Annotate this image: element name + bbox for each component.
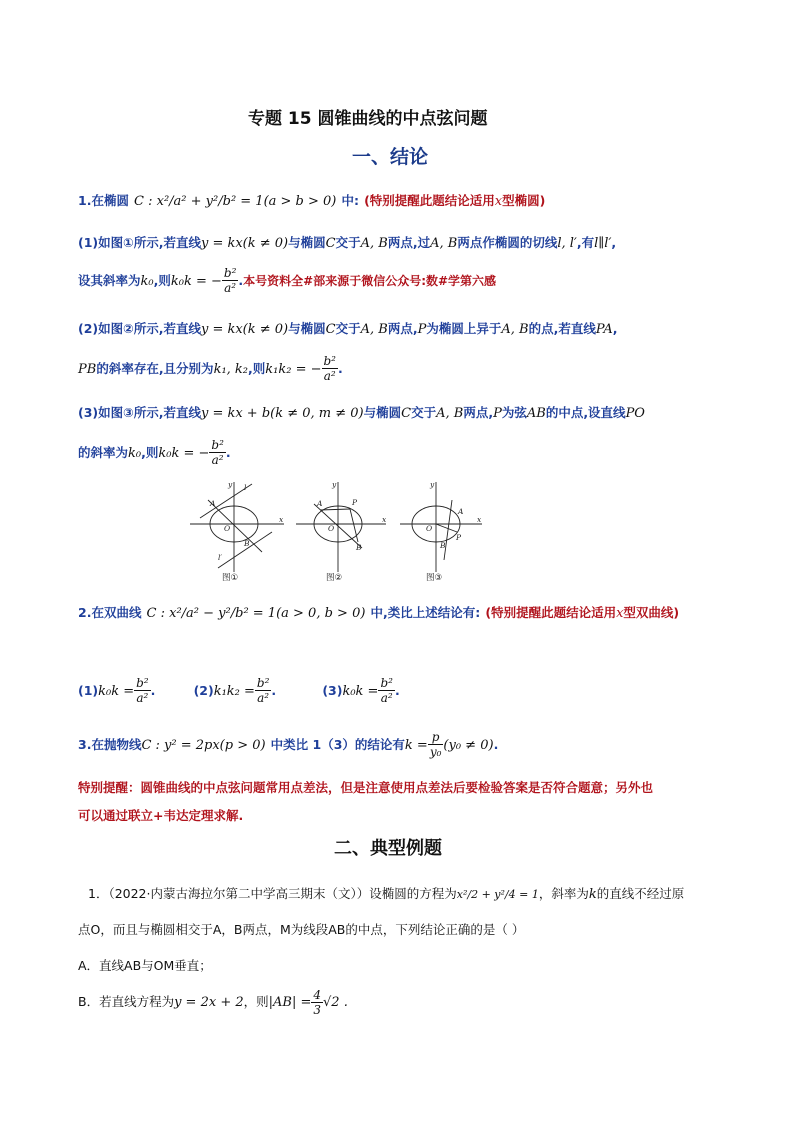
fig2-y: y	[332, 480, 337, 489]
math: A, B	[360, 322, 388, 337]
caption-fig-3: 图③	[426, 573, 443, 583]
item-1-3-line	[78, 402, 645, 421]
fig1-A: A	[210, 499, 216, 508]
text: 交于	[335, 321, 361, 336]
fraction: $\frac{\text{b²}}{\text{a²}}$	[223, 266, 237, 295]
math: x	[616, 606, 624, 621]
item-1-note-end: 型椭圆)	[502, 193, 546, 208]
fig1-x: x	[279, 515, 284, 524]
text: 2.在双曲线	[78, 605, 142, 620]
fig3-x: x	[477, 515, 482, 524]
text: 型双曲线)	[623, 605, 680, 620]
fig3-B: B	[440, 541, 446, 550]
math: k₁k₂ =	[213, 684, 255, 699]
ellipse-equation: C : x²/a² + y²/b² = 1(a > b > 0)	[134, 194, 337, 209]
math: PO	[625, 406, 645, 421]
item-1-1b-line	[78, 266, 496, 295]
text: (3)如图③所示,若直线	[78, 405, 201, 420]
math: k₀k = −	[170, 274, 222, 289]
text: 的中点,设直线	[545, 405, 626, 420]
text: 两点作椭圆的切线	[457, 235, 558, 250]
warning-line-2: 可以通过联立+韦达定理求解.	[78, 808, 244, 823]
text: ,有	[576, 235, 595, 250]
text: 与椭圆	[288, 321, 326, 336]
item-1-note: (特别提醒此题结论适用	[364, 193, 495, 208]
math: C	[325, 236, 336, 251]
fraction: $\frac{4}{3}$	[313, 988, 322, 1017]
text: 的斜率为	[78, 445, 129, 460]
math: k₁, k₂	[213, 362, 249, 377]
text: 两点,	[387, 321, 418, 336]
section-heading-conclusion: 一、结论	[352, 146, 429, 168]
math: AB	[526, 406, 546, 421]
fig2-A: A	[317, 499, 323, 508]
fig2-B: B	[356, 543, 362, 552]
math: A, B	[436, 406, 464, 421]
math: PB	[78, 362, 97, 377]
ellipse-figures	[186, 478, 486, 584]
text: 为椭圆上异于	[426, 321, 502, 336]
math: A, B	[430, 236, 458, 251]
item-1-note-x: x	[494, 194, 503, 209]
fig1-y: y	[228, 480, 233, 489]
source-note: 本号资料全#部来源于微信公众号:数#学第六感	[243, 274, 497, 288]
warning-line-1: 特别提醒：圆锥曲线的中点弦问题常用点差法，但是注意使用点差法后要检验答案是否符合题意；另外也	[78, 780, 654, 795]
text: 中,类比上述结论有:	[370, 605, 481, 620]
fig1-lp: l′	[218, 553, 223, 562]
text: .	[238, 273, 244, 288]
text: 的点,若直线	[528, 321, 596, 336]
text: 1．（2022·内蒙古海拉尔第二中学高三期末（文））设椭圆的方程为	[88, 886, 457, 901]
text: 的斜率存在,且分别为	[96, 361, 214, 376]
option-a: A．直线AB与OM垂直；	[78, 958, 212, 973]
text: 为弦	[501, 405, 527, 420]
item-1-3b-line	[78, 438, 231, 467]
figure-3	[400, 482, 482, 572]
math: PA	[595, 322, 613, 337]
math: l∥l′	[594, 236, 612, 251]
option-b	[78, 988, 348, 1017]
math: k =	[404, 738, 428, 753]
fig1-B: B	[244, 539, 250, 548]
fig2-x: x	[382, 515, 387, 524]
math: A, B	[360, 236, 388, 251]
math: P	[417, 322, 427, 337]
text: B．若直线方程为	[78, 994, 175, 1009]
example-1-line-2: 点O，而且与椭圆相交于A，B两点，M为线段AB的中点，下列结论正确的是（ ）	[78, 922, 525, 937]
text: (2)如图②所示,若直线	[78, 321, 201, 336]
math: y = kx + b(k ≠ 0, m ≠ 0)	[200, 406, 364, 421]
text: .	[338, 361, 343, 376]
section-heading-examples: 二、典型例题	[334, 838, 442, 859]
text: (3)	[322, 683, 343, 698]
text: 两点,过	[387, 235, 431, 250]
text: .	[493, 737, 499, 752]
text: (特别提醒此题结论适用	[485, 605, 617, 620]
math: √2 .	[323, 995, 348, 1010]
example-1-line-1	[88, 884, 684, 902]
math: k₁k₂ = −	[265, 362, 322, 377]
page-title: 专题 15 圆锥曲线的中点弦问题	[248, 109, 488, 129]
math: k₀k =	[342, 684, 379, 699]
fig3-A: A	[458, 507, 464, 516]
fig2-O: O	[328, 524, 335, 533]
text: ,	[612, 321, 618, 336]
math: C	[401, 406, 412, 421]
item-2-results	[78, 676, 400, 705]
parabola-equation: C : y² = 2px(p > 0)	[141, 738, 266, 753]
text: (2)	[193, 683, 214, 698]
fig3-P: P	[456, 533, 462, 542]
math: (y₀ ≠ 0)	[443, 738, 494, 753]
item-1-line	[78, 190, 545, 209]
fig2-P: P	[352, 498, 358, 507]
text: (1)如图①所示,若直线	[78, 235, 201, 250]
fig3-y: y	[430, 480, 435, 489]
text: .	[394, 683, 400, 698]
text: ,	[611, 235, 617, 250]
math: y = 2x + 2	[174, 995, 244, 1010]
fraction: $\frac{\text{b²}}{\text{a²}}$	[380, 676, 393, 705]
text: 的直线不经过原	[596, 886, 685, 901]
hyperbola-equation: C : x²/a² − y²/b² = 1(a > 0, b > 0)	[146, 606, 366, 621]
fraction: $\frac{\text{b²}}{\text{a²}}$	[136, 676, 149, 705]
text: ，斜率为	[538, 886, 589, 901]
math: k₀k =	[98, 684, 135, 699]
text: (1)	[78, 683, 99, 698]
fraction: $\frac{\text{b²}}{\text{a²}}$	[211, 438, 224, 467]
item-1-2b-line	[78, 354, 343, 383]
text: .	[150, 683, 156, 698]
text: ,则	[153, 273, 171, 288]
item-3-line	[78, 730, 498, 759]
text: 中类比 1（3）的结论有	[270, 737, 405, 752]
fig1-O: O	[224, 524, 231, 533]
math: l, l′	[557, 236, 577, 251]
item-1-lead: 1.在椭圆	[78, 193, 129, 208]
fig1-l: l	[244, 483, 247, 492]
item-1-mid: 中:	[341, 193, 359, 208]
caption-fig-2: 图②	[326, 573, 343, 583]
fraction: $\frac{p}{\text{y₀}}$	[429, 730, 442, 759]
text: 两点,	[463, 405, 494, 420]
text: ,则	[248, 361, 266, 376]
text: .	[271, 683, 277, 698]
item-1-2-line	[78, 318, 618, 337]
math: y = kx(k ≠ 0)	[200, 322, 289, 337]
item-1-1-line	[78, 232, 616, 251]
figure-1	[190, 482, 284, 572]
fraction: $\frac{\text{b²}}{\text{a²}}$	[256, 676, 270, 705]
text: 设其斜率为	[78, 273, 141, 288]
math: P	[493, 406, 502, 421]
math: C	[325, 322, 336, 337]
text: .	[225, 445, 231, 460]
text: 3.在抛物线	[78, 737, 142, 752]
caption-fig-1: 图①	[222, 573, 239, 583]
fig3-O: O	[426, 524, 433, 533]
figure-2	[296, 482, 386, 572]
text: ,则	[141, 445, 159, 460]
math: k	[588, 887, 597, 902]
item-2-line	[78, 602, 679, 621]
text: 与椭圆	[288, 235, 326, 250]
math: A, B	[501, 322, 529, 337]
text: 交于	[335, 235, 361, 250]
math: k₀k = −	[158, 446, 210, 461]
text: 交于	[411, 405, 437, 420]
math: |AB| =	[268, 995, 312, 1010]
text: 与椭圆	[363, 405, 402, 420]
text: ，则	[243, 994, 269, 1009]
math: x²/2 + y²/4 = 1	[456, 888, 539, 901]
fraction: $\frac{\text{b²}}{\text{a²}}$	[323, 354, 336, 383]
math: y = kx(k ≠ 0)	[200, 236, 289, 251]
math: k₀	[128, 446, 142, 461]
math: k₀	[140, 274, 154, 289]
